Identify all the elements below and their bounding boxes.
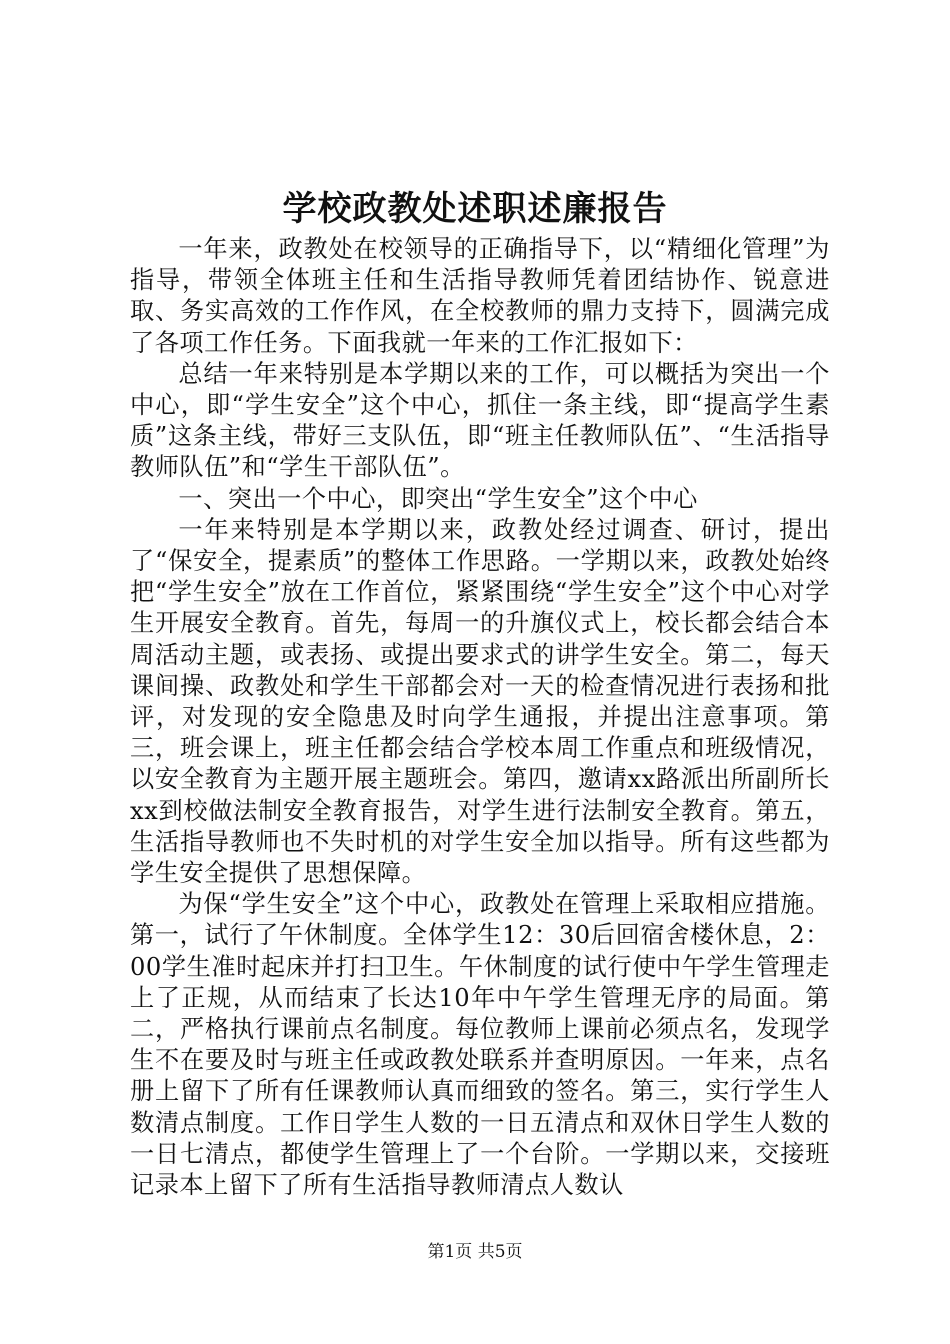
document-body xyxy=(130,234,830,1201)
section-heading-1: 一、突出一个中心，即突出“学生安全”这个中心 xyxy=(178,484,698,513)
paragraph-safety-measures: 为保“学生安全”这个中心，政教处在管理上采取相应措施。第一，试行了午休制度。全体学生12：30后回宿舍楼休息，2：00学生准时起床并打扫卫生。午休制度的试行使中午学生管理走上了正规，从而结束了长达10年中午学生管理无序的局面。第二，严格执行课前点名制度。每位教师上课前必须点名，发现学生不在要及时与班主任或政教处联系并查明原因。一年来，点名册上留下了所有任课教师认真而细致的签名。第三，实行学生人数清点制度。工作日学生人数的一日五清点和双休日学生人数的一日七清点，都使学生管理上了一个台阶。一学期以来，交接班记录本上留下了所有生活指导教师清点人数认 xyxy=(130,890,830,1200)
page-footer: 第1页 共5页 xyxy=(427,1242,523,1262)
paragraph-intro: 一年来，政教处在校领导的正确指导下，以“精细化管理”为指导，带领全体班主任和生活指导教师凭着团结协作、锐意进取、务实高效的工作作风，在全校教师的鼎力支持下，圆满完成了各项工作任务。下面我就一年来的工作汇报如下： xyxy=(130,235,830,357)
paragraph-summary: 总结一年来特别是本学期以来的工作，可以概括为突出一个中心，即“学生安全”这个中心，抓住一条主线，即“提高学生素质”这条主线，带好三支队伍，即“班主任教师队伍”、“生活指导教师队伍”和“学生干部队伍”。 xyxy=(130,359,830,482)
paragraph-safety-education: 一年来特别是本学期以来，政教处经过调查、研讨，提出了“保安全，提素质”的整体工作思路。一学期以来，政教处始终把“学生安全”放在工作首位，紧紧围绕“学生安全”这个中心对学生开展安全教育。首先，每周一的升旗仪式上，校长都会结合本周活动主题，或表扬、或提出要求式的讲学生安全。第二，每天课间操、政教处和学生干部都会对一天的检查情况进行表扬和批评，对发现的安全隐患及时向学生通报，并提出注意事项。第三，班会课上，班主任都会结合学校本周工作重点和班级情况，以安全教育为主题开展主题班会。第四，邀请xx路派出所副所长xx到校做法制安全教育报告，对学生进行法制安全教育。第五，生活指导教师也不失时机的对学生安全加以指导。所有这些都为学生安全提供了思想保障。 xyxy=(130,515,830,888)
document-title: 学校政教处述职述廉报告 xyxy=(282,189,668,229)
